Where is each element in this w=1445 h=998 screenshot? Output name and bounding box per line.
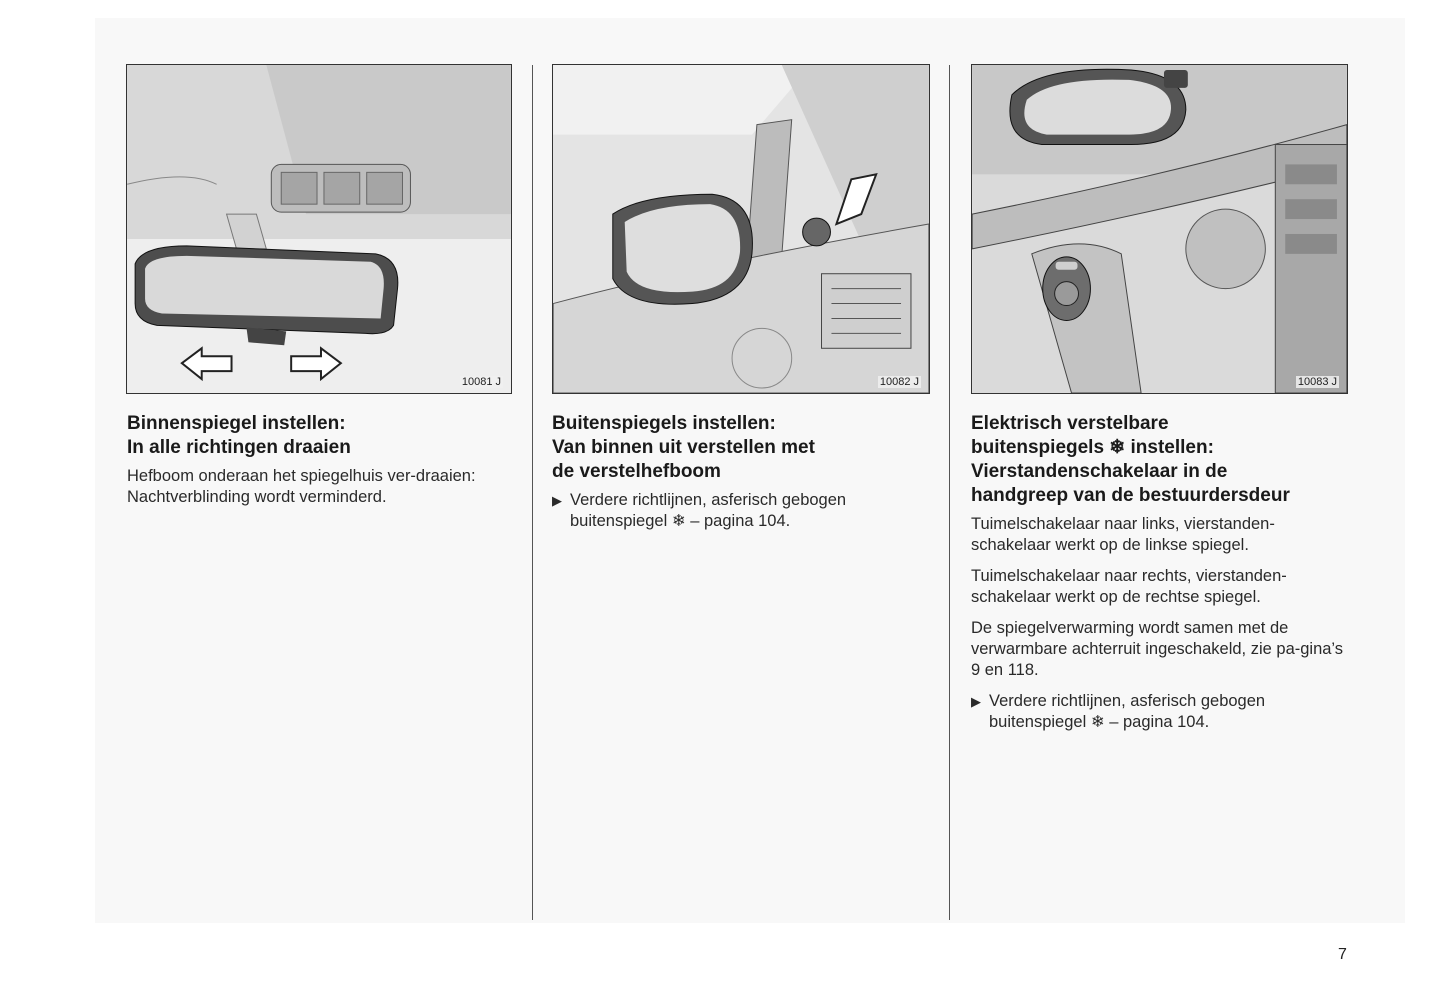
heading-line: Buitenspiegels instellen: <box>552 413 776 434</box>
heading-line: buitenspiegels ❄ instellen: <box>971 437 1214 458</box>
exterior-mirror-illustration <box>553 65 929 393</box>
section-heading <box>552 412 932 484</box>
heading-line: Elektrisch verstelbare <box>971 413 1169 434</box>
triangle-right-icon: ▶ <box>971 694 981 709</box>
bullet-text: Verdere richtlijnen, asferisch gebogen buitenspiegel ❄ – pagina 104. <box>570 491 847 530</box>
figure-rear-view-mirror <box>126 64 512 394</box>
column-divider-2 <box>949 65 950 920</box>
heading-line: de verstelhefboom <box>552 461 721 482</box>
figure-number: 10081 J <box>461 376 501 388</box>
electric-mirror-switch-illustration <box>972 65 1347 393</box>
body-paragraph: Tuimelschakelaar naar links, vierstanden-schakelaar werkt op de linkse spiegel. <box>971 515 1275 554</box>
figure-electric-mirror-switch <box>971 64 1348 394</box>
body-paragraph: Hefboom onderaan het spiegelhuis ver-draaien: Nachtverblinding wordt verminderd. <box>127 467 476 506</box>
figure-exterior-mirror-lever <box>552 64 930 394</box>
triangle-right-icon: ▶ <box>552 493 562 508</box>
body-paragraph: De spiegelverwarming wordt samen met de verwarmbare achterruit ingeschakeld, zie pa-gina’s 9 en 118. <box>971 619 1344 679</box>
heading-line: Van binnen uit verstellen met <box>552 437 815 458</box>
body-paragraph: Tuimelschakelaar naar rechts, vierstanden-schakelaar werkt op de rechtse spiegel. <box>971 567 1287 606</box>
column-rear-view-mirror <box>127 412 517 508</box>
reference-bullet <box>552 490 932 532</box>
column-exterior-mirror-lever <box>552 412 932 532</box>
heading-line: In alle richtingen draaien <box>127 437 351 458</box>
bullet-text: Verdere richtlijnen, asferisch gebogen buitenspiegel ❄ – pagina 104. <box>989 692 1266 731</box>
heading-line: Vierstandenschakelaar in de <box>971 461 1228 482</box>
heading-line: Binnenspiegel instellen: <box>127 413 346 434</box>
heading-line: handgreep van de bestuurdersdeur <box>971 485 1290 506</box>
figure-number: 10083 J <box>1297 376 1337 388</box>
figure-number: 10082 J <box>879 376 919 388</box>
column-electric-mirror-switch <box>971 412 1351 733</box>
column-divider-1 <box>532 65 533 920</box>
section-heading <box>127 412 517 460</box>
page-number: 7 <box>1338 946 1347 963</box>
section-heading <box>971 412 1351 508</box>
reference-bullet <box>971 691 1351 733</box>
rear-view-mirror-illustration <box>127 65 511 393</box>
